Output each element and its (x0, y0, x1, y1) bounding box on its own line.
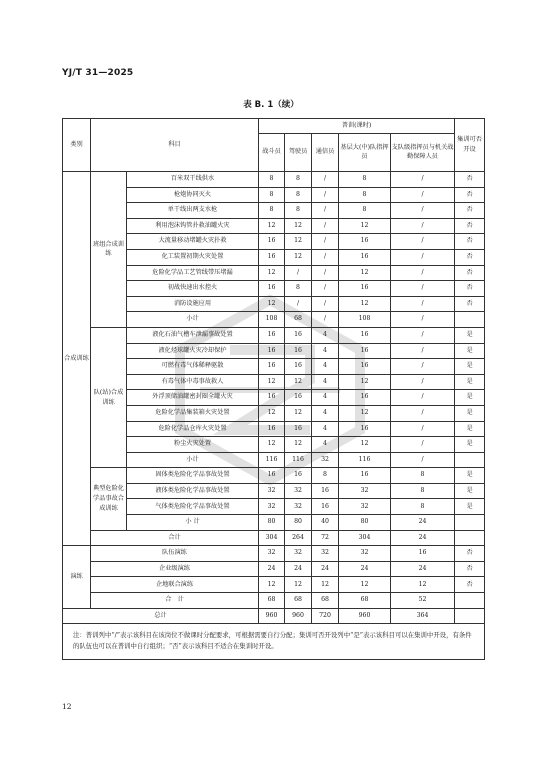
cell-fighter: 12 (259, 577, 285, 593)
cell-detachment: / (391, 437, 455, 453)
cell-detachment: / (391, 296, 455, 312)
cell-comm: 32 (312, 546, 339, 562)
category-combined: 合成训练 (63, 172, 91, 546)
cell-centralized (455, 515, 485, 531)
cell-fighter: 16 (259, 249, 285, 265)
table-note: 注：普训列中“/”表示该科目在该岗位不做课时分配要求，可根据需要自行分配；集训可否开设列中“是”表示该科目可以在集训中开设，有条件的队伍也可以在普训中自行组织；“否”表示该科目不适合在集训时开设。 (63, 624, 485, 659)
row-subject: 小计 (127, 312, 259, 328)
cell-grassroots: 116 (339, 452, 391, 468)
cell-fighter: 16 (259, 327, 285, 343)
cell-comm: / (312, 281, 339, 297)
cell-detachment: / (391, 421, 455, 437)
cell-centralized: 是 (455, 343, 485, 359)
cell-comm: 4 (312, 405, 339, 421)
row-subject: 消防设施应用 (127, 296, 259, 312)
cell-detachment: 52 (391, 593, 455, 609)
cell-comm: 72 (312, 530, 339, 546)
cell-centralized (455, 530, 485, 546)
row-subject: 外浮顶储油罐密封圈全罐火灾 (127, 390, 259, 406)
cell-grassroots: 960 (339, 608, 391, 624)
cell-driver: 12 (285, 218, 312, 234)
cell-driver: 80 (285, 515, 312, 531)
training-hours-table (62, 118, 485, 660)
cell-detachment: 24 (391, 515, 455, 531)
cell-detachment: 16 (391, 546, 455, 562)
cell-fighter: 68 (259, 593, 285, 609)
cell-driver: 16 (285, 421, 312, 437)
table-row (63, 515, 485, 531)
table-row (63, 561, 485, 577)
row-subject: 队伍演练 (91, 546, 259, 562)
row-subject: 危险化学品集装箱火灾处置 (127, 405, 259, 421)
cell-detachment: 364 (391, 608, 455, 624)
cell-detachment: 12 (391, 577, 455, 593)
cell-detachment: / (391, 405, 455, 421)
row-subject: 合计 (91, 530, 259, 546)
cell-centralized: 否 (455, 281, 485, 297)
group-hazmat: 典型危险化学品事故合成训练 (91, 468, 127, 530)
cell-centralized: 是 (455, 327, 485, 343)
cell-centralized: 否 (455, 234, 485, 250)
cell-detachment: / (391, 327, 455, 343)
table-row (63, 499, 485, 515)
group-squad: 班组合成训练 (91, 172, 127, 328)
header-fighter: 战斗员 (259, 134, 285, 172)
cell-fighter: 16 (259, 468, 285, 484)
cell-centralized: 否 (455, 561, 485, 577)
cell-grassroots: 24 (339, 561, 391, 577)
group-team: 队(站)合成训练 (91, 327, 127, 467)
cell-centralized: 是 (455, 359, 485, 375)
cell-grassroots: 68 (339, 593, 391, 609)
cell-driver: 32 (285, 483, 312, 499)
table-row (63, 343, 485, 359)
cell-fighter: 960 (259, 608, 285, 624)
cell-driver: 16 (285, 390, 312, 406)
cell-comm: / (312, 312, 339, 328)
cell-comm: 32 (312, 452, 339, 468)
page-number: 12 (62, 702, 72, 711)
cell-driver: 116 (285, 452, 312, 468)
table-row (63, 483, 485, 499)
cell-fighter: 8 (259, 203, 285, 219)
cell-fighter: 32 (259, 499, 285, 515)
cell-grassroots: 16 (339, 234, 391, 250)
row-subject: 危险化学品仓库火灾处置 (127, 421, 259, 437)
cell-comm: / (312, 172, 339, 188)
cell-comm: 8 (312, 468, 339, 484)
cell-centralized: 是 (455, 499, 485, 515)
cell-comm: / (312, 265, 339, 281)
cell-driver: 32 (285, 499, 312, 515)
table-row (63, 203, 485, 219)
cell-fighter: 12 (259, 405, 285, 421)
cell-comm: 24 (312, 561, 339, 577)
header-driver: 驾驶员 (285, 134, 312, 172)
cell-detachment: 24 (391, 530, 455, 546)
cell-fighter: 16 (259, 390, 285, 406)
row-subject: 初战快速出水控火 (127, 281, 259, 297)
cell-centralized (455, 452, 485, 468)
cell-centralized: 否 (455, 546, 485, 562)
cell-comm: 40 (312, 515, 339, 531)
cell-fighter: 304 (259, 530, 285, 546)
cell-comm: 4 (312, 327, 339, 343)
cell-grassroots: 16 (339, 343, 391, 359)
row-subject: 化工装置初期火灾处置 (127, 249, 259, 265)
cell-driver: 16 (285, 327, 312, 343)
cell-detachment: / (391, 218, 455, 234)
cell-grassroots: 12 (339, 296, 391, 312)
cell-fighter: 24 (259, 561, 285, 577)
cell-detachment: 8 (391, 468, 455, 484)
cell-detachment: / (391, 452, 455, 468)
cell-driver: 12 (285, 234, 312, 250)
row-subject: 液化石油气槽车泄漏事故处置 (127, 327, 259, 343)
cell-driver: 12 (285, 374, 312, 390)
cell-grassroots: 80 (339, 515, 391, 531)
cell-detachment: / (391, 312, 455, 328)
cell-centralized: 否 (455, 577, 485, 593)
cell-fighter: 12 (259, 265, 285, 281)
cell-detachment: / (391, 374, 455, 390)
cell-comm: 4 (312, 374, 339, 390)
cell-centralized: 是 (455, 483, 485, 499)
cell-fighter: 116 (259, 452, 285, 468)
cell-detachment: / (391, 234, 455, 250)
table-row (63, 421, 485, 437)
row-subject: 危险化学品工艺管线带压堵漏 (127, 265, 259, 281)
cell-grassroots: 8 (339, 187, 391, 203)
row-subject: 枪炮协同灭火 (127, 187, 259, 203)
row-subject: 粉尘火灾处置 (127, 437, 259, 453)
cell-comm: 4 (312, 421, 339, 437)
cell-detachment: / (391, 359, 455, 375)
cell-comm: 16 (312, 483, 339, 499)
row-subject: 气体类危险化学品事故处置 (127, 499, 259, 515)
cell-grassroots: 32 (339, 499, 391, 515)
row-subject: 利用泡沫钩管扑救油罐火灾 (127, 218, 259, 234)
header-training-hours: 普训(课时) (259, 119, 455, 134)
cell-comm: / (312, 218, 339, 234)
cell-driver: 12 (285, 249, 312, 265)
table-row (63, 187, 485, 203)
cell-fighter: 16 (259, 343, 285, 359)
cell-fighter: 16 (259, 421, 285, 437)
cell-driver: 16 (285, 359, 312, 375)
cell-detachment: / (391, 249, 455, 265)
cell-grassroots: 16 (339, 359, 391, 375)
table-row (63, 296, 485, 312)
header-centralized: 集训可否开设 (455, 119, 485, 172)
note-row (63, 624, 485, 659)
cell-detachment: / (391, 172, 455, 188)
table-row (63, 234, 485, 250)
table-row (63, 249, 485, 265)
table-row (63, 218, 485, 234)
cell-centralized (455, 593, 485, 609)
cell-driver: 32 (285, 546, 312, 562)
cell-grassroots: 12 (339, 437, 391, 453)
cell-fighter: 8 (259, 187, 285, 203)
cell-comm: 16 (312, 499, 339, 515)
table-row (63, 374, 485, 390)
cell-driver: 8 (285, 187, 312, 203)
header-grassroots: 基层大(中)队指挥员 (339, 134, 391, 172)
cell-driver: 8 (285, 172, 312, 188)
row-subject: 液化烃球罐火灾冷却保护 (127, 343, 259, 359)
table-row (63, 312, 485, 328)
cell-centralized: 否 (455, 218, 485, 234)
header-comm: 通信员 (312, 134, 339, 172)
cell-detachment: 8 (391, 483, 455, 499)
cell-driver: 12 (285, 405, 312, 421)
cell-detachment: / (391, 203, 455, 219)
table-row (63, 359, 485, 375)
table-row (63, 265, 485, 281)
cell-fighter: 12 (259, 218, 285, 234)
cell-grassroots: 16 (339, 390, 391, 406)
cell-centralized: 否 (455, 265, 485, 281)
table-row (63, 281, 485, 297)
cell-comm: 68 (312, 593, 339, 609)
cell-grassroots: 12 (339, 218, 391, 234)
cell-grassroots: 16 (339, 327, 391, 343)
cell-centralized: 是 (455, 468, 485, 484)
category-drill: 演练 (63, 546, 91, 608)
cell-grassroots: 12 (339, 265, 391, 281)
cell-comm: / (312, 187, 339, 203)
cell-fighter: 80 (259, 515, 285, 531)
cell-centralized: 是 (455, 437, 485, 453)
row-subject: 小 计 (127, 515, 259, 531)
row-subject: 固体类危险化学品事故处置 (127, 468, 259, 484)
cell-fighter: 16 (259, 234, 285, 250)
table-row (63, 468, 485, 484)
cell-detachment: / (391, 187, 455, 203)
cell-driver: / (285, 296, 312, 312)
cell-fighter: 32 (259, 483, 285, 499)
cell-centralized (455, 312, 485, 328)
cell-centralized: 是 (455, 421, 485, 437)
cell-fighter: 16 (259, 281, 285, 297)
row-subject: 合 计 (91, 593, 259, 609)
cell-comm: / (312, 296, 339, 312)
cell-centralized: 否 (455, 249, 485, 265)
cell-detachment: / (391, 281, 455, 297)
table-row (63, 437, 485, 453)
table-row (63, 593, 485, 609)
table-row (63, 327, 485, 343)
cell-comm: 4 (312, 390, 339, 406)
cell-centralized: 否 (455, 203, 485, 219)
header-category: 类别 (63, 119, 91, 172)
cell-centralized: 是 (455, 390, 485, 406)
table-row (63, 405, 485, 421)
cell-driver: 24 (285, 561, 312, 577)
table-row (63, 577, 485, 593)
table-row (63, 530, 485, 546)
cell-fighter: 32 (259, 546, 285, 562)
cell-grassroots: 16 (339, 421, 391, 437)
cell-grassroots: 32 (339, 483, 391, 499)
cell-detachment: / (391, 343, 455, 359)
table-row (63, 546, 485, 562)
cell-driver: 12 (285, 577, 312, 593)
cell-driver: 68 (285, 312, 312, 328)
row-subject: 单干线出两支水枪 (127, 203, 259, 219)
table-row (63, 452, 485, 468)
row-subject: 有毒气体中毒事故救人 (127, 374, 259, 390)
cell-grassroots: 8 (339, 203, 391, 219)
cell-grassroots: 108 (339, 312, 391, 328)
cell-detachment: / (391, 265, 455, 281)
cell-centralized: 否 (455, 296, 485, 312)
cell-driver: 16 (285, 468, 312, 484)
cell-centralized: 是 (455, 374, 485, 390)
row-subject: 企地联合演练 (91, 577, 259, 593)
cell-grassroots: 12 (339, 405, 391, 421)
cell-comm: 4 (312, 437, 339, 453)
cell-detachment: 24 (391, 561, 455, 577)
row-subject: 液体类危险化学品事故处置 (127, 483, 259, 499)
row-subject: 企业级演练 (91, 561, 259, 577)
cell-driver: 8 (285, 203, 312, 219)
row-subject: 总计 (63, 608, 259, 624)
cell-comm: 4 (312, 359, 339, 375)
cell-centralized: 否 (455, 187, 485, 203)
header-detachment: 支队级指挥员与机关战勤保障人员 (391, 134, 455, 172)
cell-driver: / (285, 265, 312, 281)
cell-driver: 12 (285, 437, 312, 453)
cell-grassroots: 16 (339, 468, 391, 484)
grand-total-row (63, 608, 485, 624)
cell-fighter: 12 (259, 437, 285, 453)
row-subject: 大流量移动堵罐火灾扑救 (127, 234, 259, 250)
table-row (63, 172, 485, 188)
cell-comm: / (312, 234, 339, 250)
header-subject: 科目 (91, 119, 259, 172)
cell-comm: 12 (312, 577, 339, 593)
cell-driver: 8 (285, 281, 312, 297)
row-subject: 百米双干线供水 (127, 172, 259, 188)
cell-driver: 960 (285, 608, 312, 624)
cell-comm: 4 (312, 343, 339, 359)
cell-centralized: 否 (455, 172, 485, 188)
cell-fighter: 108 (259, 312, 285, 328)
cell-comm: 720 (312, 608, 339, 624)
row-subject: 可燃有毒气体稀释驱散 (127, 359, 259, 375)
cell-detachment: 8 (391, 499, 455, 515)
cell-grassroots: 12 (339, 577, 391, 593)
cell-grassroots: 32 (339, 546, 391, 562)
cell-comm: / (312, 203, 339, 219)
cell-comm: / (312, 249, 339, 265)
cell-driver: 16 (285, 343, 312, 359)
cell-fighter: 8 (259, 172, 285, 188)
table-row (63, 390, 485, 406)
cell-grassroots: 304 (339, 530, 391, 546)
table-caption: 表 B. 1（续） (243, 100, 299, 110)
cell-grassroots: 16 (339, 249, 391, 265)
document-code: YJ/T 31—2025 (62, 68, 134, 78)
cell-centralized: 是 (455, 405, 485, 421)
cell-grassroots: 8 (339, 172, 391, 188)
cell-detachment: / (391, 390, 455, 406)
row-subject: 小计 (127, 452, 259, 468)
cell-fighter: 12 (259, 374, 285, 390)
cell-driver: 68 (285, 593, 312, 609)
cell-driver: 264 (285, 530, 312, 546)
cell-fighter: 16 (259, 359, 285, 375)
cell-fighter: 12 (259, 296, 285, 312)
cell-centralized (455, 608, 485, 624)
cell-grassroots: 12 (339, 374, 391, 390)
cell-grassroots: 16 (339, 281, 391, 297)
